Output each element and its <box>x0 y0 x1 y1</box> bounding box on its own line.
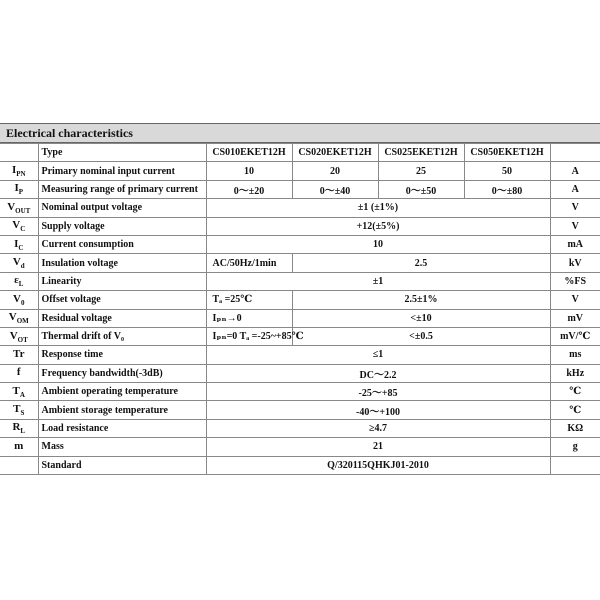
header-unit-cell <box>550 144 600 162</box>
row-symbol <box>0 364 38 382</box>
row-value-model-4: 0～±80 <box>464 180 550 198</box>
header-symbol-cell <box>0 144 38 162</box>
row-value: <±0.5 <box>292 327 550 345</box>
symbol-subscript: C <box>18 243 24 252</box>
table-row <box>0 217 600 235</box>
row-symbol <box>0 346 38 364</box>
row-unit: kV <box>550 254 600 272</box>
table-row <box>0 346 600 364</box>
row-parameter: Ambient operating temperature <box>38 383 206 401</box>
row-unit: A <box>550 180 600 198</box>
symbol-text: T <box>12 384 20 397</box>
row-symbol <box>0 199 38 217</box>
row-value: <±10 <box>292 309 550 327</box>
row-parameter: Ambient storage temperature <box>38 401 206 419</box>
row-parameter: Response time <box>38 346 206 364</box>
row-value-model-3: 25 <box>378 162 464 180</box>
row-symbol <box>0 438 38 456</box>
row-value-model-2: 20 <box>292 162 378 180</box>
row-value-model-4: 50 <box>464 162 550 180</box>
row-value-model-3: 0～±50 <box>378 180 464 198</box>
table-row <box>0 291 600 309</box>
symbol-text: V <box>12 255 21 268</box>
row-symbol <box>0 309 38 327</box>
symbol-text: I <box>11 163 17 176</box>
row-condition: Iₚₙ→0 <box>206 309 292 327</box>
row-value: 10 <box>206 235 550 253</box>
row-symbol <box>0 456 38 474</box>
table-row <box>0 327 600 345</box>
row-value: ≥4.7 <box>206 419 550 437</box>
symbol-subscript: PN <box>16 170 26 179</box>
symbol-subscript: A <box>19 390 25 399</box>
row-value: -40～+100 <box>206 401 550 419</box>
row-value-model-1: 0～±20 <box>206 180 292 198</box>
row-value: Q/320115QHKJ01-2010 <box>206 456 550 474</box>
symbol-text: m <box>14 439 24 452</box>
symbol-text: ε <box>14 274 19 287</box>
row-unit: mV/℃ <box>550 327 600 345</box>
symbol-subscript: OUT <box>15 206 31 215</box>
header-model-2: CS020EKET12H <box>292 144 378 162</box>
row-parameter: Thermal drift of V₀ <box>38 327 206 345</box>
row-parameter: Standard <box>38 456 206 474</box>
row-value: ±1 (±1%) <box>206 199 550 217</box>
row-unit: A <box>550 162 600 180</box>
row-symbol <box>0 327 38 345</box>
symbol-text: T <box>13 403 21 416</box>
row-value: ≤1 <box>206 346 550 364</box>
row-unit: ℃ <box>550 383 600 401</box>
row-symbol <box>0 180 38 198</box>
row-value: -25～+85 <box>206 383 550 401</box>
row-value: DC～2.2 <box>206 364 550 382</box>
symbol-text: Tr <box>13 347 25 360</box>
row-condition: AC/50Hz/1min <box>206 254 292 272</box>
row-unit: mV <box>550 309 600 327</box>
row-symbol <box>0 383 38 401</box>
table-row <box>0 383 600 401</box>
row-symbol <box>0 162 38 180</box>
row-parameter: Frequency bandwidth(-3dB) <box>38 364 206 382</box>
symbol-text: V <box>13 292 21 305</box>
table-row <box>0 419 600 437</box>
row-symbol <box>0 291 38 309</box>
table-row <box>0 162 600 180</box>
table-row <box>0 180 600 198</box>
table-row <box>0 309 600 327</box>
symbol-text: R <box>12 421 21 434</box>
symbol-text: V <box>9 329 18 342</box>
row-parameter: Nominal output voltage <box>38 199 206 217</box>
row-value: 2.5 <box>292 254 550 272</box>
characteristics-table <box>0 143 600 475</box>
symbol-subscript: L <box>20 427 26 436</box>
table-row <box>0 254 600 272</box>
row-unit: mA <box>550 235 600 253</box>
symbol-subscript: P <box>18 188 24 197</box>
table-row <box>0 401 600 419</box>
row-symbol <box>0 419 38 437</box>
row-parameter: Offset voltage <box>38 291 206 309</box>
table-row <box>0 364 600 382</box>
row-unit: KΩ <box>550 419 600 437</box>
row-value: 21 <box>206 438 550 456</box>
row-symbol <box>0 217 38 235</box>
row-unit: ℃ <box>550 401 600 419</box>
table-row <box>0 235 600 253</box>
row-unit: V <box>550 199 600 217</box>
row-unit: g <box>550 438 600 456</box>
table-row <box>0 199 600 217</box>
header-model-1: CS010EKET12H <box>206 144 292 162</box>
symbol-subscript: C <box>20 225 26 234</box>
row-unit: ms <box>550 346 600 364</box>
row-parameter: Primary nominal input current <box>38 162 206 180</box>
symbol-text: I <box>14 182 19 195</box>
row-symbol <box>0 235 38 253</box>
row-parameter: Mass <box>38 438 206 456</box>
symbol-text: f <box>16 366 21 379</box>
row-parameter: Current consumption <box>38 235 206 253</box>
row-parameter: Residual voltage <box>38 309 206 327</box>
row-value: 2.5±1% <box>292 291 550 309</box>
table-row <box>0 438 600 456</box>
row-parameter: Insulation voltage <box>38 254 206 272</box>
symbol-text: I <box>14 237 19 250</box>
row-parameter: Supply voltage <box>38 217 206 235</box>
row-value-model-1: 10 <box>206 162 292 180</box>
row-parameter: Linearity <box>38 272 206 290</box>
symbol-text: V <box>8 311 17 324</box>
symbol-subscript: OT <box>17 335 28 344</box>
table-row <box>0 272 600 290</box>
row-value: ±1 <box>206 272 550 290</box>
row-parameter: Load resistance <box>38 419 206 437</box>
row-value: +12(±5%) <box>206 217 550 235</box>
header-type-label: Type <box>38 144 206 162</box>
row-unit: kHz <box>550 364 600 382</box>
symbol-subscript: d <box>20 262 25 271</box>
symbol-text: V <box>12 219 21 232</box>
row-unit: %FS <box>550 272 600 290</box>
row-unit: V <box>550 217 600 235</box>
header-model-4: CS050EKET12H <box>464 144 550 162</box>
symbol-text: V <box>7 200 16 213</box>
symbol-subscript: L <box>18 280 24 289</box>
row-condition: Iₚₙ=0 Tₐ =-25~+85℃ <box>206 327 292 345</box>
row-symbol <box>0 272 38 290</box>
row-value-model-2: 0～±40 <box>292 180 378 198</box>
row-condition: Tₐ =25℃ <box>206 291 292 309</box>
row-unit: V <box>550 291 600 309</box>
header-model-3: CS025EKET12H <box>378 144 464 162</box>
row-unit <box>550 456 600 474</box>
row-symbol <box>0 254 38 272</box>
row-parameter: Measuring range of primary current <box>38 180 206 198</box>
symbol-subscript: S <box>20 409 25 418</box>
row-symbol <box>0 401 38 419</box>
header-row <box>0 144 600 162</box>
section-title: Electrical characteristics <box>0 123 600 143</box>
electrical-characteristics-sheet <box>0 123 600 475</box>
table-row <box>0 456 600 474</box>
symbol-subscript: 0 <box>20 298 25 307</box>
symbol-subscript: OM <box>16 317 29 326</box>
